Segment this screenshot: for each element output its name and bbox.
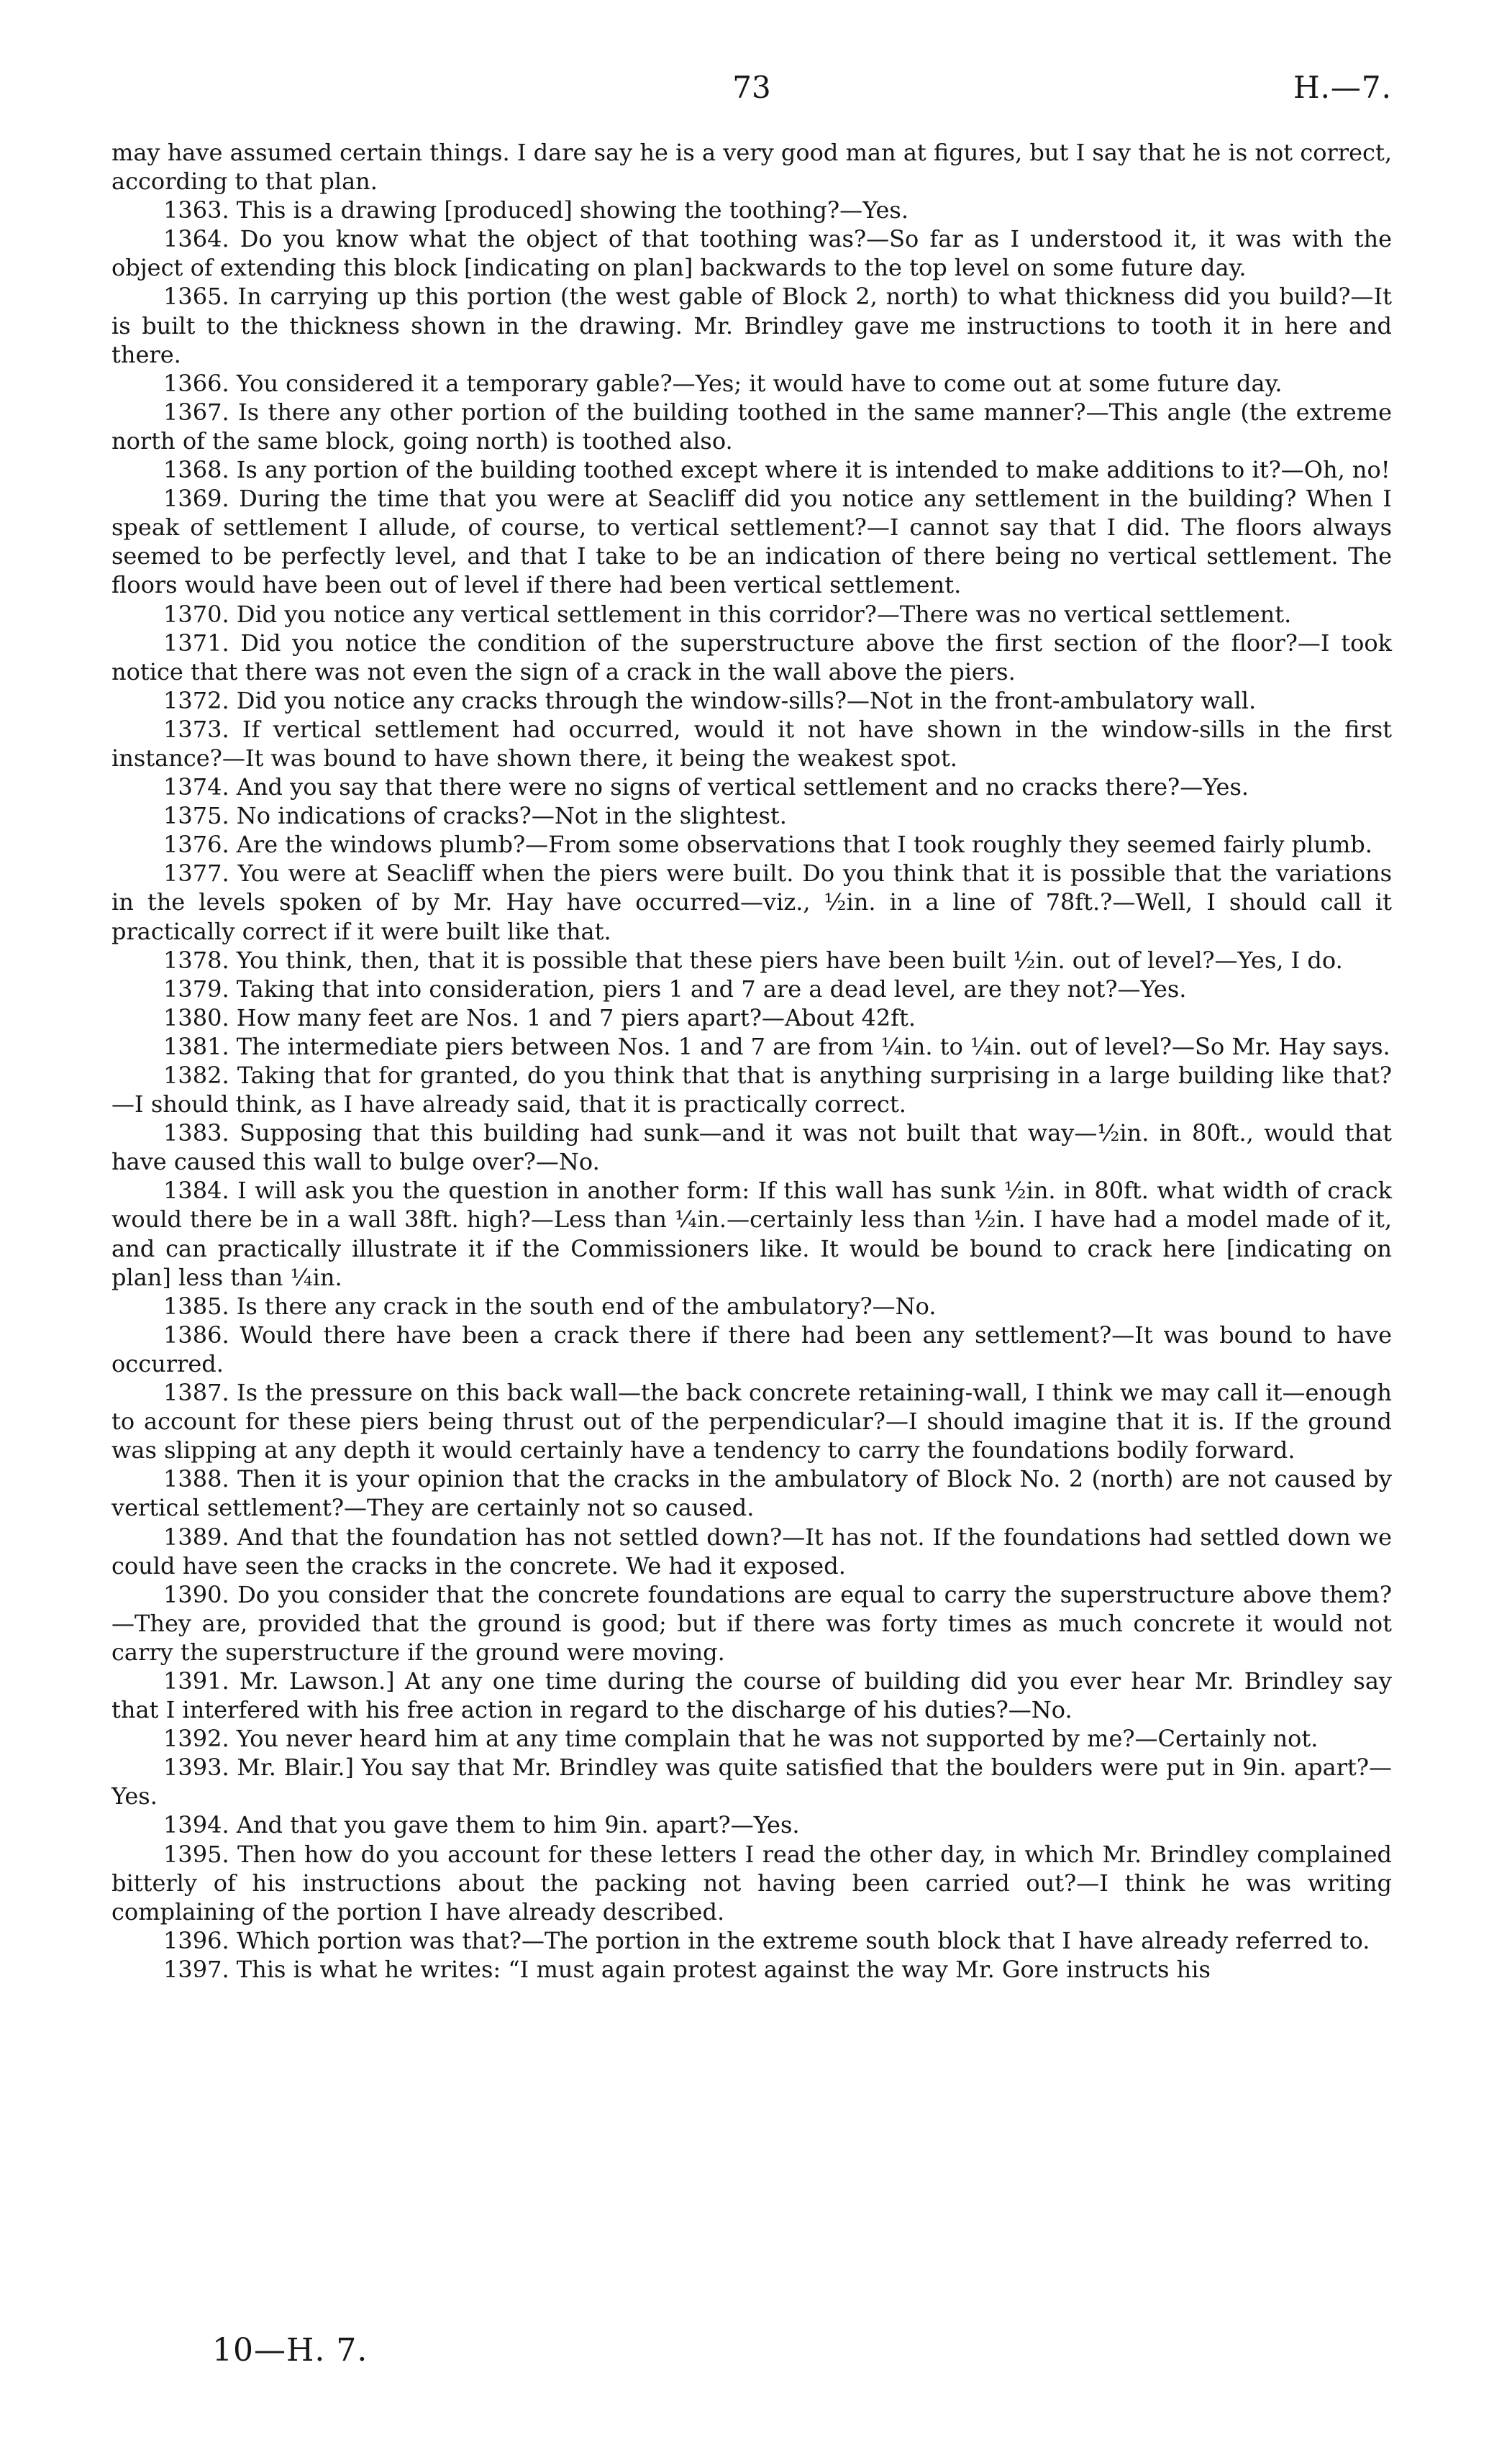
paragraph-1374: 1374. And you say that there were no signs of vertical settlement and no cracks there?—Yes. (163, 773, 1249, 801)
paragraph-1381: 1381. The intermediate piers between Nos. 1 and 7 are from ¼in. to ¼in. out of level?—So Mr. Hay says. (163, 1032, 1390, 1060)
paragraph-1396: 1396. Which portion was that?—The portion in the extreme south block that I have already referred to. (163, 1926, 1370, 1954)
paragraph-1365: 1365. In carrying up this portion (the west gable of Block 2, north) to what thickness did you build?—It is built to the thickness shown in the drawing. Mr. Brindley gave me instructions to tooth it in here and there. (111, 283, 1392, 368)
paragraph-1380: 1380. How many feet are Nos. 1 and 7 piers apart?—About 42ft. (163, 1003, 916, 1031)
paragraph-continuation: may have assumed certain things. I dare say he is a very good man at figures, but I say that he is not correct, according to that plan. (111, 139, 1392, 196)
paragraph-1379: 1379. Taking that into consideration, piers 1 and 7 are a dead level, are they not?—Yes. (163, 975, 1187, 1003)
footer-signature: 10—H. 7. (212, 2332, 368, 2369)
paragraph-1373: 1373. If vertical settlement had occurred, would it not have shown in the window-sills in the first instance?—It was bound to have shown there, it being the weakest spot. (111, 715, 1392, 772)
document-code: H.—7. (1293, 70, 1392, 105)
paragraph-1372: 1372. Did you notice any cracks through the window-sills?—Not in the front-ambulatory wall. (163, 686, 1257, 714)
paragraph-1377: 1377. You were at Seacliff when the piers were built. Do you think that it is possible that the variations in the levels spoken of by Mr. Hay have occurred—viz., ½in. in a line of 78ft.?—Well, I should call it practically correct if it were built like that. (111, 860, 1392, 945)
paragraph-1371: 1371. Did you notice the condition of the superstructure above the first section of the floor?—I took notice that there was not even the sign of a crack in the wall above the piers. (111, 629, 1392, 685)
paragraph-1389: 1389. And that the foundation has not settled down?—It has not. If the foundations had settled down we could have seen the cracks in the concrete. We had it exposed. (111, 1523, 1392, 1580)
paragraph-1390: 1390. Do you consider that the concrete foundations are equal to carry the superstructure above them?—They are, provided that the ground is good; but if there was forty times as much concrete it would not carry the superstructure if the ground were moving. (111, 1580, 1392, 1666)
paragraph-1384: 1384. I will ask you the question in another form: If this wall has sunk ½in. in 80ft. what width of crack would there be in a wall 38ft. high?—Less than ¼in.—certainly less than ½in. I have had a model made of it, and can practically illustrate it if the Commissioners like. It would be bound to crack here [indicating on plan] less than ¼in. (111, 1177, 1392, 1291)
paragraph-1382: 1382. Taking that for granted, do you think that that is anything surprising in a large building like that?—I should think, as I have already said, that it is practically correct. (111, 1062, 1392, 1118)
paragraph-1375: 1375. No indications of cracks?—Not in the slightest. (163, 802, 787, 830)
body-text (111, 138, 1392, 1984)
paragraph-1394: 1394. And that you gave them to him 9in. apart?—Yes. (163, 1811, 800, 1839)
paragraph-1386: 1386. Would there have been a crack there if there had been any settlement?—It was bound to have occurred. (111, 1321, 1392, 1377)
paragraph-1363: 1363. This is a drawing [produced] showing the toothing?—Yes. (163, 196, 908, 224)
paragraph-1376: 1376. Are the windows plumb?—From some observations that I took roughly they seemed fairly plumb. (163, 831, 1372, 859)
paragraph-1370: 1370. Did you notice any vertical settlement in this corridor?—There was no vertical settlement. (163, 600, 1292, 628)
paragraph-1391: 1391. Mr. Lawson.] At any one time during the course of building did you ever hear Mr. Brindley say that I interfered with his free action in regard to the discharge of his duties?—No. (111, 1667, 1392, 1724)
paragraph-1395: 1395. Then how do you account for these letters I read the other day, in which Mr. Brindley complained bitterly of his instructions about the packing not having been carried out?—I think he was writing complaining of the portion I have already described. (111, 1840, 1392, 1926)
paragraph-1393: 1393. Mr. Blair.] You say that Mr. Brindley was quite satisfied that the boulders were put in 9in. apart?—Yes. (111, 1754, 1392, 1810)
paragraph-1364: 1364. Do you know what the object of that toothing was?—So far as I understood it, it was with the object of extending this block [indicating on plan] backwards to the top level on some future day. (111, 225, 1392, 282)
paragraph-1397: 1397. This is what he writes: “I must again protest against the way Mr. Gore instructs his (163, 1955, 1211, 1983)
paragraph-1378: 1378. You think, then, that it is possible that these piers have been built ½in. out of level?—Yes, I do. (163, 946, 1343, 974)
paragraph-1366: 1366. You considered it a temporary gable?—Yes; it would have to come out at some future day. (163, 369, 1283, 397)
paragraph-1383: 1383. Supposing that this building had sunk—and it was not built that way—½in. in 80ft., would that have caused this wall to bulge over?—No. (111, 1119, 1392, 1176)
page-number: 73 (732, 70, 771, 105)
paragraph-1368: 1368. Is any portion of the building toothed except where it is intended to make additions to it?—Oh, no! (163, 456, 1390, 484)
paragraph-1367: 1367. Is there any other portion of the building toothed in the same manner?—This angle (the extreme north of the same block, going north) is toothed also. (111, 398, 1392, 455)
paragraph-1392: 1392. You never heard him at any time complain that he was not supported by me?—Certainly not. (163, 1725, 1319, 1753)
paragraph-1385: 1385. Is there any crack in the south end of the ambulatory?—No. (163, 1292, 937, 1320)
paragraph-1387: 1387. Is the pressure on this back wall—the back concrete retaining-wall, I think we may call it—enough to account for these piers being thrust out of the perpendicular?—I should imagine that it is. If the ground was slipping at any depth it would certainly have a tendency to carry the foundations bodily forward. (111, 1379, 1392, 1464)
paragraph-1388: 1388. Then it is your opinion that the cracks in the ambulatory of Block No. 2 (north) are not caused by vertical settlement?—They are certainly not so caused. (111, 1465, 1392, 1522)
page-header (111, 66, 1392, 117)
paragraph-1369: 1369. During the time that you were at Seacliff did you notice any settlement in the building? When I speak of settlement I allude, of course, to vertical settlement?—I cannot say that I did. The floors always seemed to be perfectly level, and that I take to be an indication of there being no vertical settlement. The floors would have been out of level if there had been vertical settlement. (111, 485, 1392, 599)
